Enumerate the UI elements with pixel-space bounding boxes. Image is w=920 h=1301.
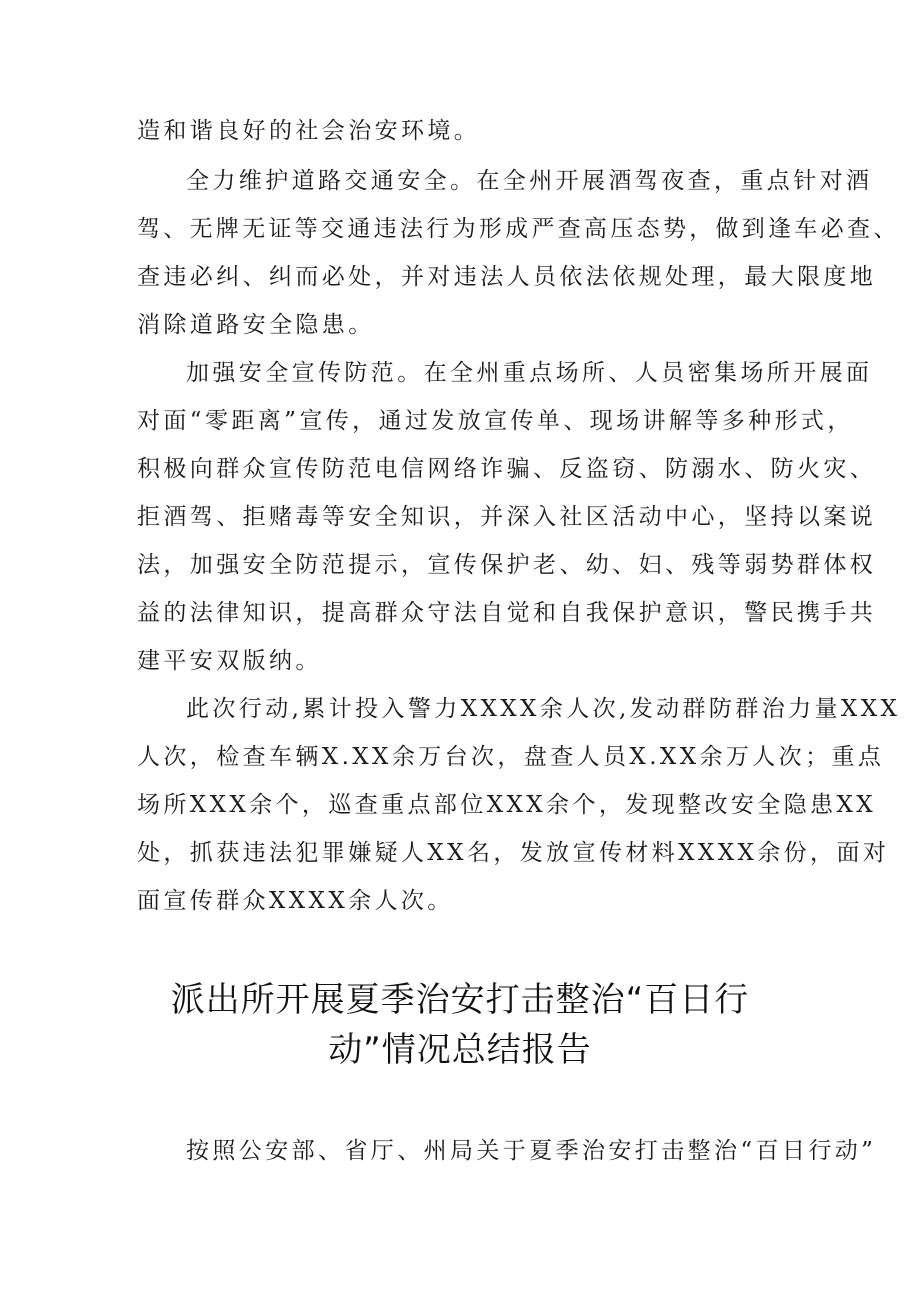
paragraph-4-line-2: 人次，检查车辆X.XX余万台次，盘查人员X.XX余万人次；重点 [137, 744, 885, 770]
paragraph-4-line-5: 面宣传群众XXXX余人次。 [137, 888, 454, 914]
paragraph-2-line-2: 驾、无牌无证等交通违法行为形成严查高压态势，做到逢车必查、 [137, 216, 900, 242]
paragraph-4-line-4: 处，抓获违法犯罪嫌疑人XX名，发放宣传材料XXXX余份，面对 [137, 840, 890, 866]
paragraph-3-line-4: 拒酒驾、拒赌毒等安全知识，并深入社区活动中心，坚持以案说 [137, 504, 877, 530]
report-title-line-2: 动”情况总结报告 [328, 1030, 592, 1070]
paragraph-3-line-5: 法，加强安全防范提示，宣传保护老、幼、妇、残等弱势群体权 [137, 552, 877, 578]
paragraph-2-line-1: 全力维护道路交通安全。在全州开展酒驾夜查，重点针对酒 [186, 168, 873, 194]
paragraph-3-line-1: 加强安全宣传防范。在全州重点场所、人员密集场所开展面 [186, 360, 873, 386]
paragraph-4-line-3: 场所XXX余个，巡查重点部位XXX余个，发现整改安全隐患XX [137, 792, 876, 818]
report-title-line-1: 派出所开展夏季治安打击整治“百日行 [170, 980, 750, 1020]
intro-line-1: 按照公安部、省厅、州局关于夏季治安打击整治“百日行动” [186, 1138, 877, 1164]
paragraph-3-line-6: 益的法律知识，提高群众守法自觉和自我保护意识，警民携手共 [137, 600, 877, 626]
paragraph-3-line-3: 积极向群众宣传防范电信网络诈骗、反盗窃、防溺水、防火灾、 [137, 456, 877, 482]
paragraph-3-line-2: 对面“零距离”宣传，通过发放宣传单、现场讲解等多种形式， [137, 408, 854, 434]
paragraph-3-line-7: 建平安双版纳。 [137, 648, 322, 674]
paragraph-2-line-4: 消除道路安全隐患。 [137, 312, 375, 338]
paragraph-1-line-1: 造和谐良好的社会治安环境。 [137, 118, 481, 144]
paragraph-4-line-1: 此次行动,累计投入警力XXXX余人次,发动群防群治力量XXX [186, 696, 901, 722]
paragraph-2-line-3: 查违必纠、纠而必处，并对违法人员依法依规处理，最大限度地 [137, 264, 877, 290]
